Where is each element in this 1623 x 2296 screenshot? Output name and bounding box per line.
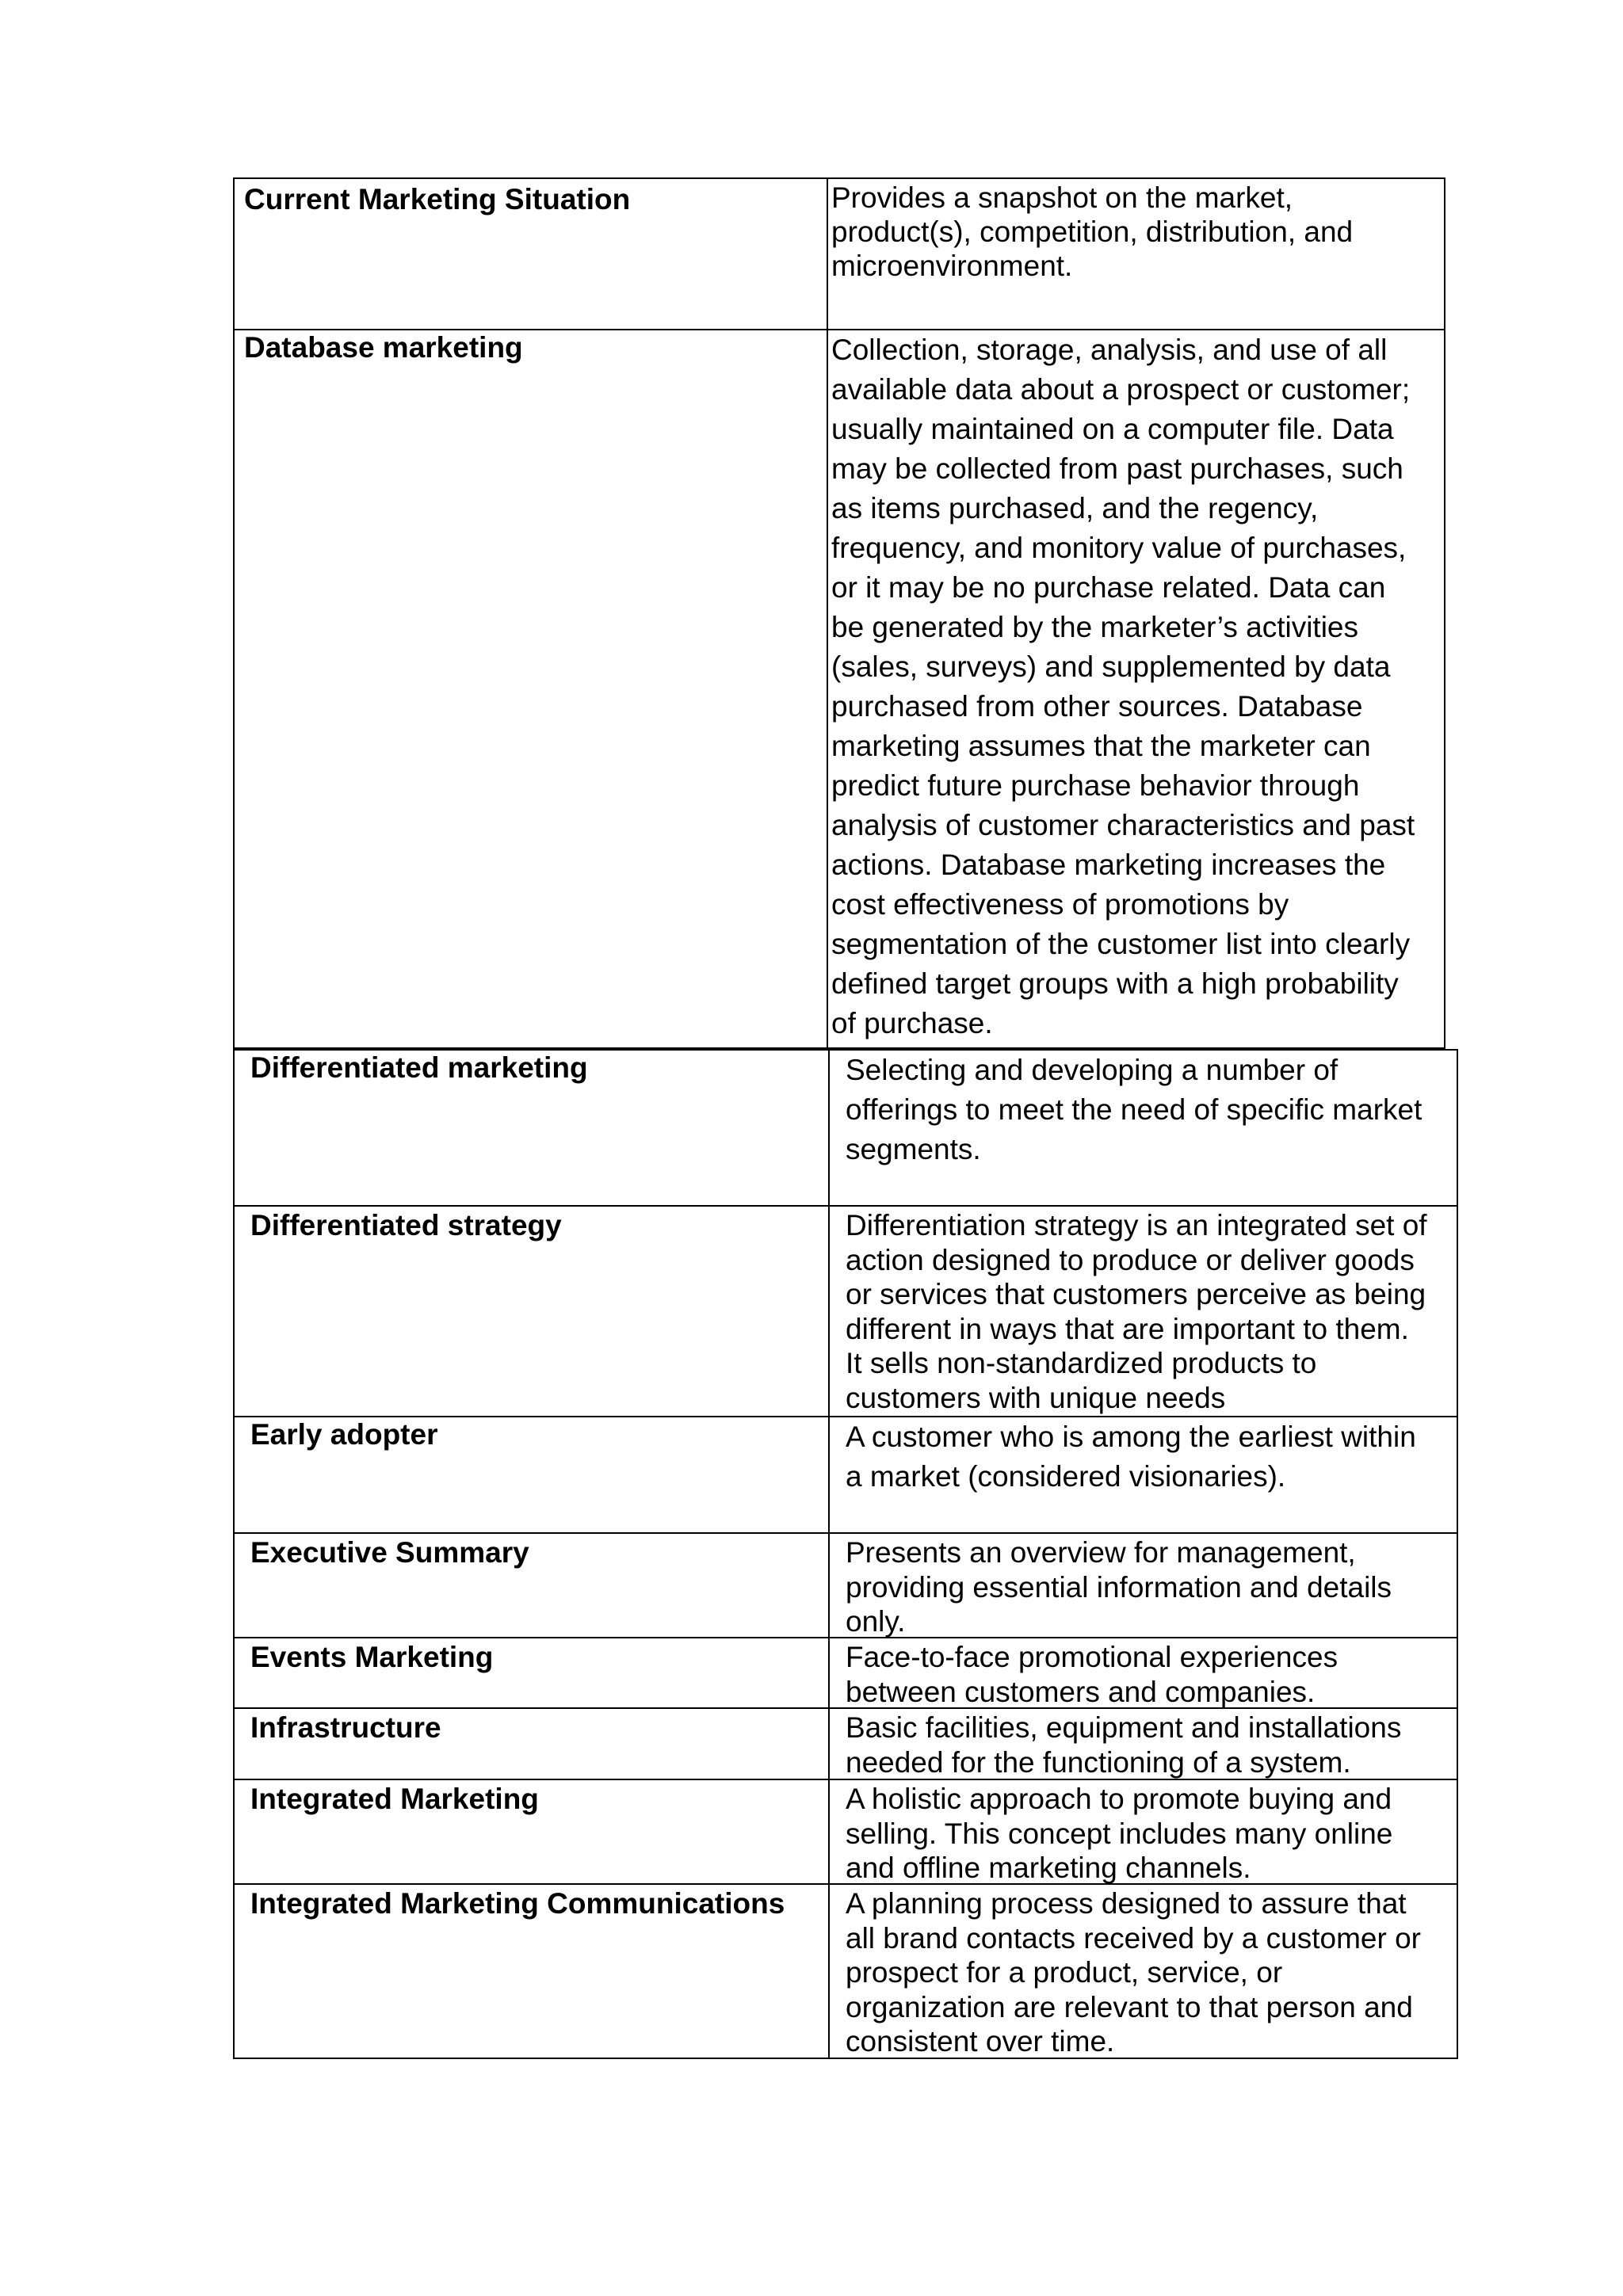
table-row — [233, 177, 1445, 330]
glossary-definition: A customer who is among the earliest within a market (considered visionaries). — [846, 1421, 1416, 1493]
glossary-definition: A planning process designed to assure that all brand contacts received by a customer or prospect for a product, service, or organization are relevant to that person and consistent over time. — [846, 1887, 1421, 2058]
glossary-definition: Differentiation strategy is an integrated set of action designed to produce or deliver goods or services that customers perceive as being different in ways that are important to them. It sells non-standardized products to customers with unique needs — [846, 1209, 1427, 1414]
table-row — [233, 329, 1445, 1049]
glossary-term: Infrastructure — [235, 1709, 830, 1779]
glossary-term: Executive Summary — [235, 1534, 830, 1637]
table-row — [233, 1049, 1458, 1207]
table-row — [233, 1883, 1458, 2059]
glossary-definition: Presents an overview for management, providing essential information and details only. — [846, 1536, 1392, 1638]
glossary-definition: Face-to-face promotional experiences between customers and companies. — [846, 1641, 1338, 1708]
table-row — [233, 1707, 1458, 1780]
table-row — [233, 1779, 1458, 1885]
glossary-term: Integrated Marketing Communications — [235, 1885, 830, 2058]
glossary-term: Early adopter — [235, 1417, 830, 1532]
glossary-term: Current Marketing Situation — [235, 179, 828, 329]
glossary-term: Integrated Marketing — [235, 1780, 830, 1883]
table-row — [233, 1637, 1458, 1709]
table-row — [233, 1416, 1458, 1534]
table-row — [233, 1205, 1458, 1417]
glossary-term: Database marketing — [235, 330, 828, 1047]
glossary-definition: Selecting and developing a number of offerings to meet the need of specific market segments. — [846, 1054, 1423, 1165]
glossary-definition: Basic facilities, equipment and installations needed for the functioning of a system. — [846, 1711, 1402, 1779]
glossary-definition: Collection, storage, analysis, and use of all available data about a prospect or customer; usually maintained on a computer file. Data may be collected from past purchases, such as items purchased, and the regency, frequency, and monitory value of purchases, or it may be no purchase related. Data can be generated by the marketer’s activities (sales, surveys) and supplemented by data purchased from other sources. Database marketing assumes that the marketer can predict future purchase behavior through analysis of customer characteristics and past actions. Database marketing increases the cost effectiveness of promotions by segmentation of the customer list into clearly defined target groups with a high probability of purchase. — [831, 334, 1415, 1039]
glossary-definition: A holistic approach to promote buying and selling. This concept includes many online and offline marketing channels. — [846, 1783, 1393, 1884]
glossary-definition: Provides a snapshot on the market, product(s), competition, distribution, and microenvironment. — [831, 181, 1354, 282]
glossary-term: Events Marketing — [235, 1638, 830, 1707]
table-row — [233, 1532, 1458, 1638]
glossary-term: Differentiated strategy — [235, 1207, 830, 1416]
glossary-term: Differentiated marketing — [235, 1051, 830, 1205]
